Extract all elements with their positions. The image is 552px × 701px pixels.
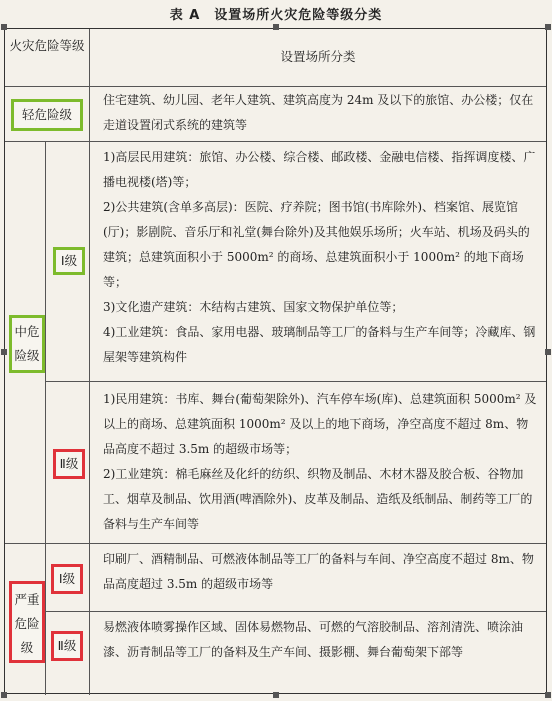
severe-grade2-label: Ⅱ级 [51, 631, 83, 661]
list-item: 2)公共建筑(含单多高层)：医院、疗养院；图书馆(书库除外)、档案馆、展览馆(厅)；影剧院、音乐厅和礼堂(舞台除外)及其他娱乐场所；火车站、机场及码头的建筑；总建筑面积小于 5000m² 的商场、总建筑面积小于 1000m² 的地下商场等； [103, 200, 530, 289]
medium-grade1-list [103, 145, 539, 370]
divider [45, 141, 46, 543]
medium-hazard-label: 中危险级 [9, 315, 45, 373]
divider [45, 381, 546, 382]
resize-handle[interactable] [1, 692, 7, 698]
severe-hazard-label: 严重危险级 [9, 581, 45, 663]
list-item: 1)高层民用建筑：旅馆、办公楼、综合楼、邮政楼、金融电信楼、指挥调度楼、广播电视楼(塔)等； [103, 150, 536, 189]
resize-handle[interactable] [1, 24, 7, 30]
list-item: 4)工业建筑：食品、家用电器、玻璃制品等工厂的备料与生产车间等；冷藏库、钢屋架等建筑构件 [103, 325, 536, 364]
light-hazard-text: 住宅建筑、幼儿园、老年人建筑、建筑高度为 24m 及以下的旅馆、办公楼；仅在走道设置闭式系统的建筑等 [103, 93, 534, 132]
list-item: 2)工业建筑：棉毛麻丝及化纤的纺织、织物及制品、木材木器及胶合板、谷物加工、烟草及制品、饮用酒(啤酒除外)、皮革及制品、造纸及纸制品、制药等工厂的备料与生产车间等 [103, 467, 533, 531]
resize-handle[interactable] [545, 692, 551, 698]
list-item: 3)文化遗产建筑：木结构古建筑、国家文物保护单位等； [103, 300, 404, 314]
divider [5, 543, 546, 544]
hazard-classification-table [4, 28, 547, 694]
list-item: 1)民用建筑：书库、舞台(葡萄架除外)、汽车停车场(库)、总建筑面积 5000m² 及以上的商场、总建筑面积 1000m² 及以上的地下商场，净空高度不超过 8m、物品高度不超过 3.5m 的超级市场等； [103, 392, 537, 456]
divider [45, 543, 46, 695]
resize-handle[interactable] [273, 24, 279, 30]
divider [45, 611, 546, 612]
medium-grade2-label: Ⅱ级 [53, 449, 85, 479]
divider [89, 29, 90, 695]
resize-handle[interactable] [1, 349, 7, 355]
header-place-class: 设置场所分类 [280, 49, 356, 64]
medium-grade1-label: Ⅰ级 [53, 247, 85, 275]
severe-grade2-text: 易燃液体喷雾操作区域、固体易燃物品、可燃的气溶胶制品、溶剂清洗、喷涂油漆、沥青制品等工厂的备料及生产车间、摄影棚、舞台葡萄架下部等 [103, 620, 524, 659]
divider [5, 86, 546, 87]
resize-handle[interactable] [545, 24, 551, 30]
severe-grade1-label: Ⅰ级 [51, 564, 83, 594]
light-hazard-label: 轻危险级 [11, 99, 83, 131]
divider [5, 141, 546, 142]
table-title: 表 A 设置场所火灾危险等级分类 [169, 8, 383, 23]
medium-grade2-list [103, 387, 539, 537]
severe-grade1-text: 印刷厂、酒精制品、可燃液体制品等工厂的备料与车间、净空高度不超过 8m、物品高度超过 3.5m 的超级市场等 [103, 552, 534, 591]
header-hazard-level: 火灾危险等级 [9, 38, 85, 53]
resize-handle[interactable] [545, 349, 551, 355]
resize-handle[interactable] [273, 692, 279, 698]
